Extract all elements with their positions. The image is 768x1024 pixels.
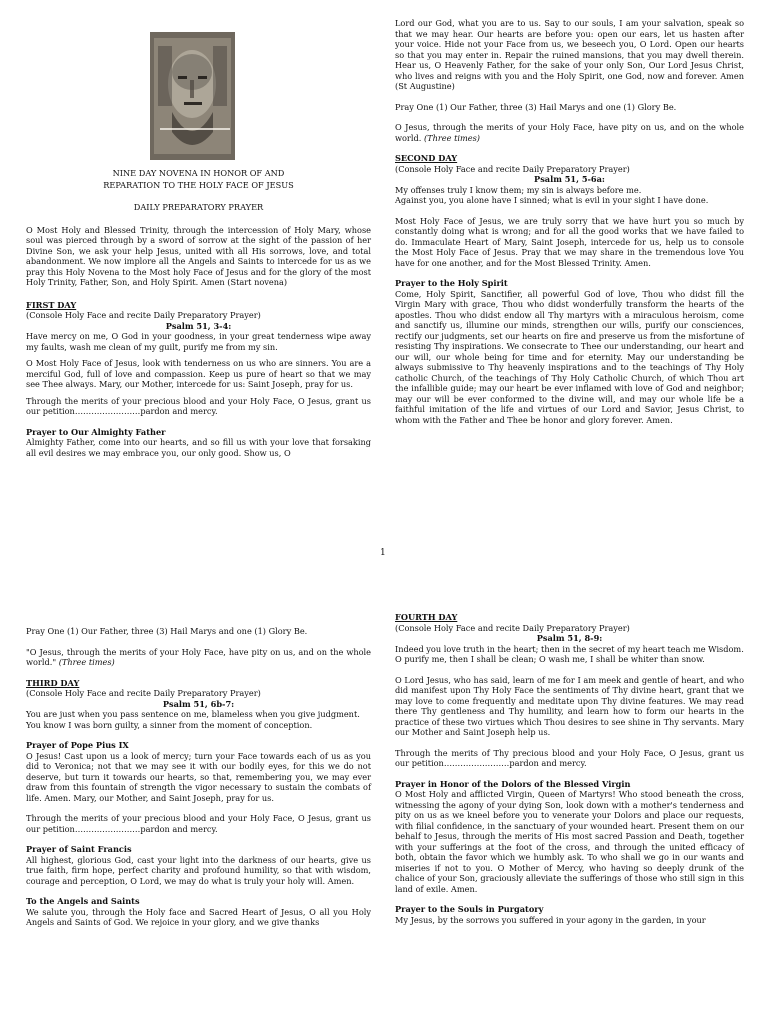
novena-title-line2: REPARATION TO THE HOLY FACE OF JESUS (103, 179, 294, 190)
day2-verse-line2: Against you, you alone have I sinned; what is evil in your sight I have done. (395, 195, 709, 205)
pray-one-instruction: Pray One (1) Our Father, three (3) Hail Marys and one (1) Glory Be. (395, 101, 677, 112)
left-top-column (26, 168, 371, 464)
angels-prayer-text: We salute you, through the Holy face and Sacred Heart of Jesus, O all you Holy Angels and Saints of God. We rejoice in your glory, and we give thanks (26, 906, 371, 927)
day3-subheading: (Console Holy Face and recite Daily Preparatory Prayer) (26, 688, 261, 698)
o-jesus-text: O Jesus, through the merits of your Holy Face, have pity on us, and on the whole world. (395, 122, 744, 143)
day4-subheading: (Console Holy Face and recite Daily Preparatory Prayer) (395, 622, 630, 633)
augustine-continuation: Lord our God, what you are to us. Say to our souls, I am your salvation, speak so that we may hear. Our hearts are before you: open our ears, let us hasten after your voice. Hide not your Face from us, we beseech you, O Lord. Open our hearts so that you may enter in. Repair the ruined mansions, that you may dwell therein. Hear us, O Heavenly Father, for the sake of your only Son, Our Lord Jesus Christ, who lives and reigns with you and the Holy Spirit, one God, now and forever. Amen (St Augustine) (395, 18, 744, 91)
day1-psalm: Psalm 51, 3-4: (165, 320, 232, 331)
purgatory-prayer-heading: Prayer to the Souls in Purgatory (395, 904, 544, 914)
purgatory-prayer-text: My Jesus, by the sorrows you suffered in your agony in the garden, in your (395, 914, 706, 925)
holy-spirit-heading: Prayer to the Holy Spirit (395, 278, 508, 288)
holy-face-image (150, 32, 235, 160)
three-times-note: (Three times) (423, 132, 480, 143)
dolors-prayer-heading: Prayer in Honor of the Dolors of the Blessed Virgin (395, 778, 631, 789)
day4-verse-line2: O purify me, then I shall be clean; O wash me, I shall be whiter than snow. (395, 654, 705, 664)
day1-subheading: (Console Holy Face and recite Daily Preparatory Prayer) (26, 310, 261, 320)
day4-verse-line1: Indeed you love truth in the heart; then in the secret of my heart teach me Wisdom. (395, 643, 744, 654)
novena-title-line1: NINE DAY NOVENA IN HONOR OF AND (112, 168, 285, 178)
day2-subheading: (Console Holy Face and recite Daily Preparatory Prayer) (395, 163, 630, 174)
day4-paragraph: O Lord Jesus, who has said, learn of me for I am meek and gentle of heart, and who did manifest upon Thy Holy Face the sentiments of Thy divine heart, grant that we may love to come frequently and meditate upon Thy divine features. We may read there Thy gentleness and Thy humility, and learn how to form our hearts in the practice of these two virtues which Thou desires to see shine in Thy servants. Mary our Mother and Saint Joseph help us. (395, 674, 744, 737)
francis-prayer-text: All highest, glorious God, cast your light into the darkness of our hearts, give us true faith, firm hope, perfect charity and profound humility, so that with wisdom, courage and perception, O Lord, we may do what is truly your holy will. Amen. (26, 854, 371, 886)
page-number: 1 (380, 548, 386, 558)
day3-petition: Through the merits of your precious blood and your Holy Face, O Jesus, grant us our petition……………………pardon and mercy. (26, 813, 371, 834)
pray-one-instruction-2: Pray One (1) Our Father, three (3) Hail Marys and one (1) Glory Be. (26, 626, 308, 636)
day1-verse: Have mercy on me, O God in your goodness, in your great tenderness wipe away my faults, wash me clean of my guilt, purify me from my sin. (26, 331, 371, 352)
day4-heading: FOURTH DAY (395, 612, 458, 622)
father-prayer-text: Almighty Father, come into our hearts, and so fill us with your love that forsaking all evil desires we may embrace you, our only good. Show us, O (26, 437, 371, 458)
francis-prayer-heading: Prayer of Saint Francis (26, 844, 132, 854)
day2-paragraph: Most Holy Face of Jesus, we are truly sorry that we have hurt you so much by constantly doing what is wrong; and for all the good works that we have failed to do. Immaculate Heart of Mary, Saint Joseph, intercede for us, help us to console the Most Holy Face of Jesus. Pray that we may share in the tremendous love You have for one another, and for the Most Blessed Trinity. Amen. (395, 215, 744, 268)
dolors-prayer-text: O Most Holy and afflicted Virgin, Queen of Martyrs! Who stood beneath the cross, witnessing the agony of your dying Son, look down with a mother's tenderness and pity on us as we kneel before you to venerate your Dolors and place our requests, with filial confidence, in the sanctuary of your wounded heart. Present them on our behalf to Jesus, through the merits of His most sacred Passion and Death, together with your sufferings at the foot of the cross, and through the united efficacy of both, obtain the favor which we humbly ask. To who shall we go in our wants and miseries if not to you. O Mother of Mercy, who having so deeply drunk of the chalice of your Son, graciously alleviate the sufferings of those who still sign in this land of exile. Amen. (395, 789, 744, 894)
day2-psalm: Psalm 51, 5-6a: (534, 174, 605, 184)
o-jesus-prayer (395, 122, 744, 143)
day3-verse-line2: You know I was born guilty, a sinner from the moment of conception. (26, 719, 313, 730)
three-times-note-2: (Three times) (58, 657, 115, 667)
o-jesus-prayer-2 (26, 647, 371, 668)
day4-psalm: Psalm 51, 8-9: (536, 633, 603, 643)
day4-petition: Through the merits of Thy precious blood and your Holy Face, O Jesus, grant us our petition……………………pardon and mercy. (395, 747, 744, 768)
day1-paragraph: O Most Holy Face of Jesus, look with tenderness on us who are sinners. You are a merciful God, full of love and compassion. Keep us pure of heart so that we may see Thee always. Mary, our Mother, intercede for us: Saint Joseph, pray for us. (26, 358, 371, 389)
left-bottom-column (26, 626, 371, 934)
day2-heading: SECOND DAY (395, 153, 458, 163)
right-top-column (395, 18, 744, 431)
pius-prayer-heading: Prayer of Pope Pius IX (26, 740, 129, 750)
pius-prayer-text: O Jesus! Cast upon us a look of mercy; turn your Face towards each of us as you did to Veronica; not that we may see it with our bodily eyes, for this we do not deserve, but turn it towards our hearts, so that, remembering you, we may ever draw from this fountain of strength the vigor necessary to sustain the combats of life. Amen. Mary, our Mother, and Saint Joseph, pray for us. (26, 750, 371, 803)
day3-verse-line1: You are just when you pass sentence on me, blameless when you give judgment. (26, 709, 360, 719)
father-prayer-heading: Prayer to Our Almighty Father (26, 426, 166, 437)
o-jesus-text-2: "O Jesus, through the merits of your Holy Face, have pity on us, and on the whole world." (26, 646, 371, 667)
day1-petition: Through the merits of your precious blood and your Holy Face, O Jesus, grant us our petition……………………pardon and mercy. (26, 395, 371, 416)
day3-psalm: Psalm 51, 6b-7: (162, 698, 235, 709)
angels-prayer-heading: To the Angels and Saints (26, 896, 140, 906)
right-bottom-column (395, 612, 744, 931)
intro-paragraph: O Most Holy and Blessed Trinity, through the intercession of Holy Mary, whose soul was pierced through by a sword of sorrow at the sight of the passion of her Divine Son, we ask your help Jesus, united with all His sorrows, love, and total abandonment. We now implore all the Angels and Saints to intercede for us as we pray this Holy Novena to the Most holy Face of Jesus and for the glory of the most Holy Trinity, Father, Son, and Holy Spirit. Amen (Start novena) (26, 224, 371, 287)
daily-prayer-heading: DAILY PREPARATORY PRAYER (133, 202, 264, 212)
holy-spirit-text: Come, Holy Spirit, Sanctifier, all powerful God of love, Thou who didst fill the Virgin Mary with grace, Thou who didst wonderfully transform the hearts of the apostles. Thou who didst endow all Thy martyrs with a miraculous heroism, come and sanctify us, illumine our minds, strengthen our wills, purify our consciences, rectify our judgments, set our hearts on fire and preserve us from the misfortune of resisting Thy inspirations. We consecrate to Thee our understanding, our heart and our will, our whole being for time and for eternity. May our understanding be always submissive to Thy heavenly inspirations and to the teachings of Thy Holy catholic Church, of the teachings of Thy Holy Catholic Church, of which Thou art the infallible guide; may our heart be ever inflamed with love of God and neighbor; may our will be ever conformed to the divine will, and may our whole life be a faithful imitation of the life and virtues of our Lord and Savior, Jesus Christ, to whom with the Father and Thee be honor and glory forever. Amen. (395, 288, 744, 425)
day2-verse-line1: My offenses truly I know them; my sin is always before me. (395, 184, 642, 195)
day1-heading: FIRST DAY (26, 299, 77, 310)
day3-heading: THIRD DAY (26, 677, 80, 688)
